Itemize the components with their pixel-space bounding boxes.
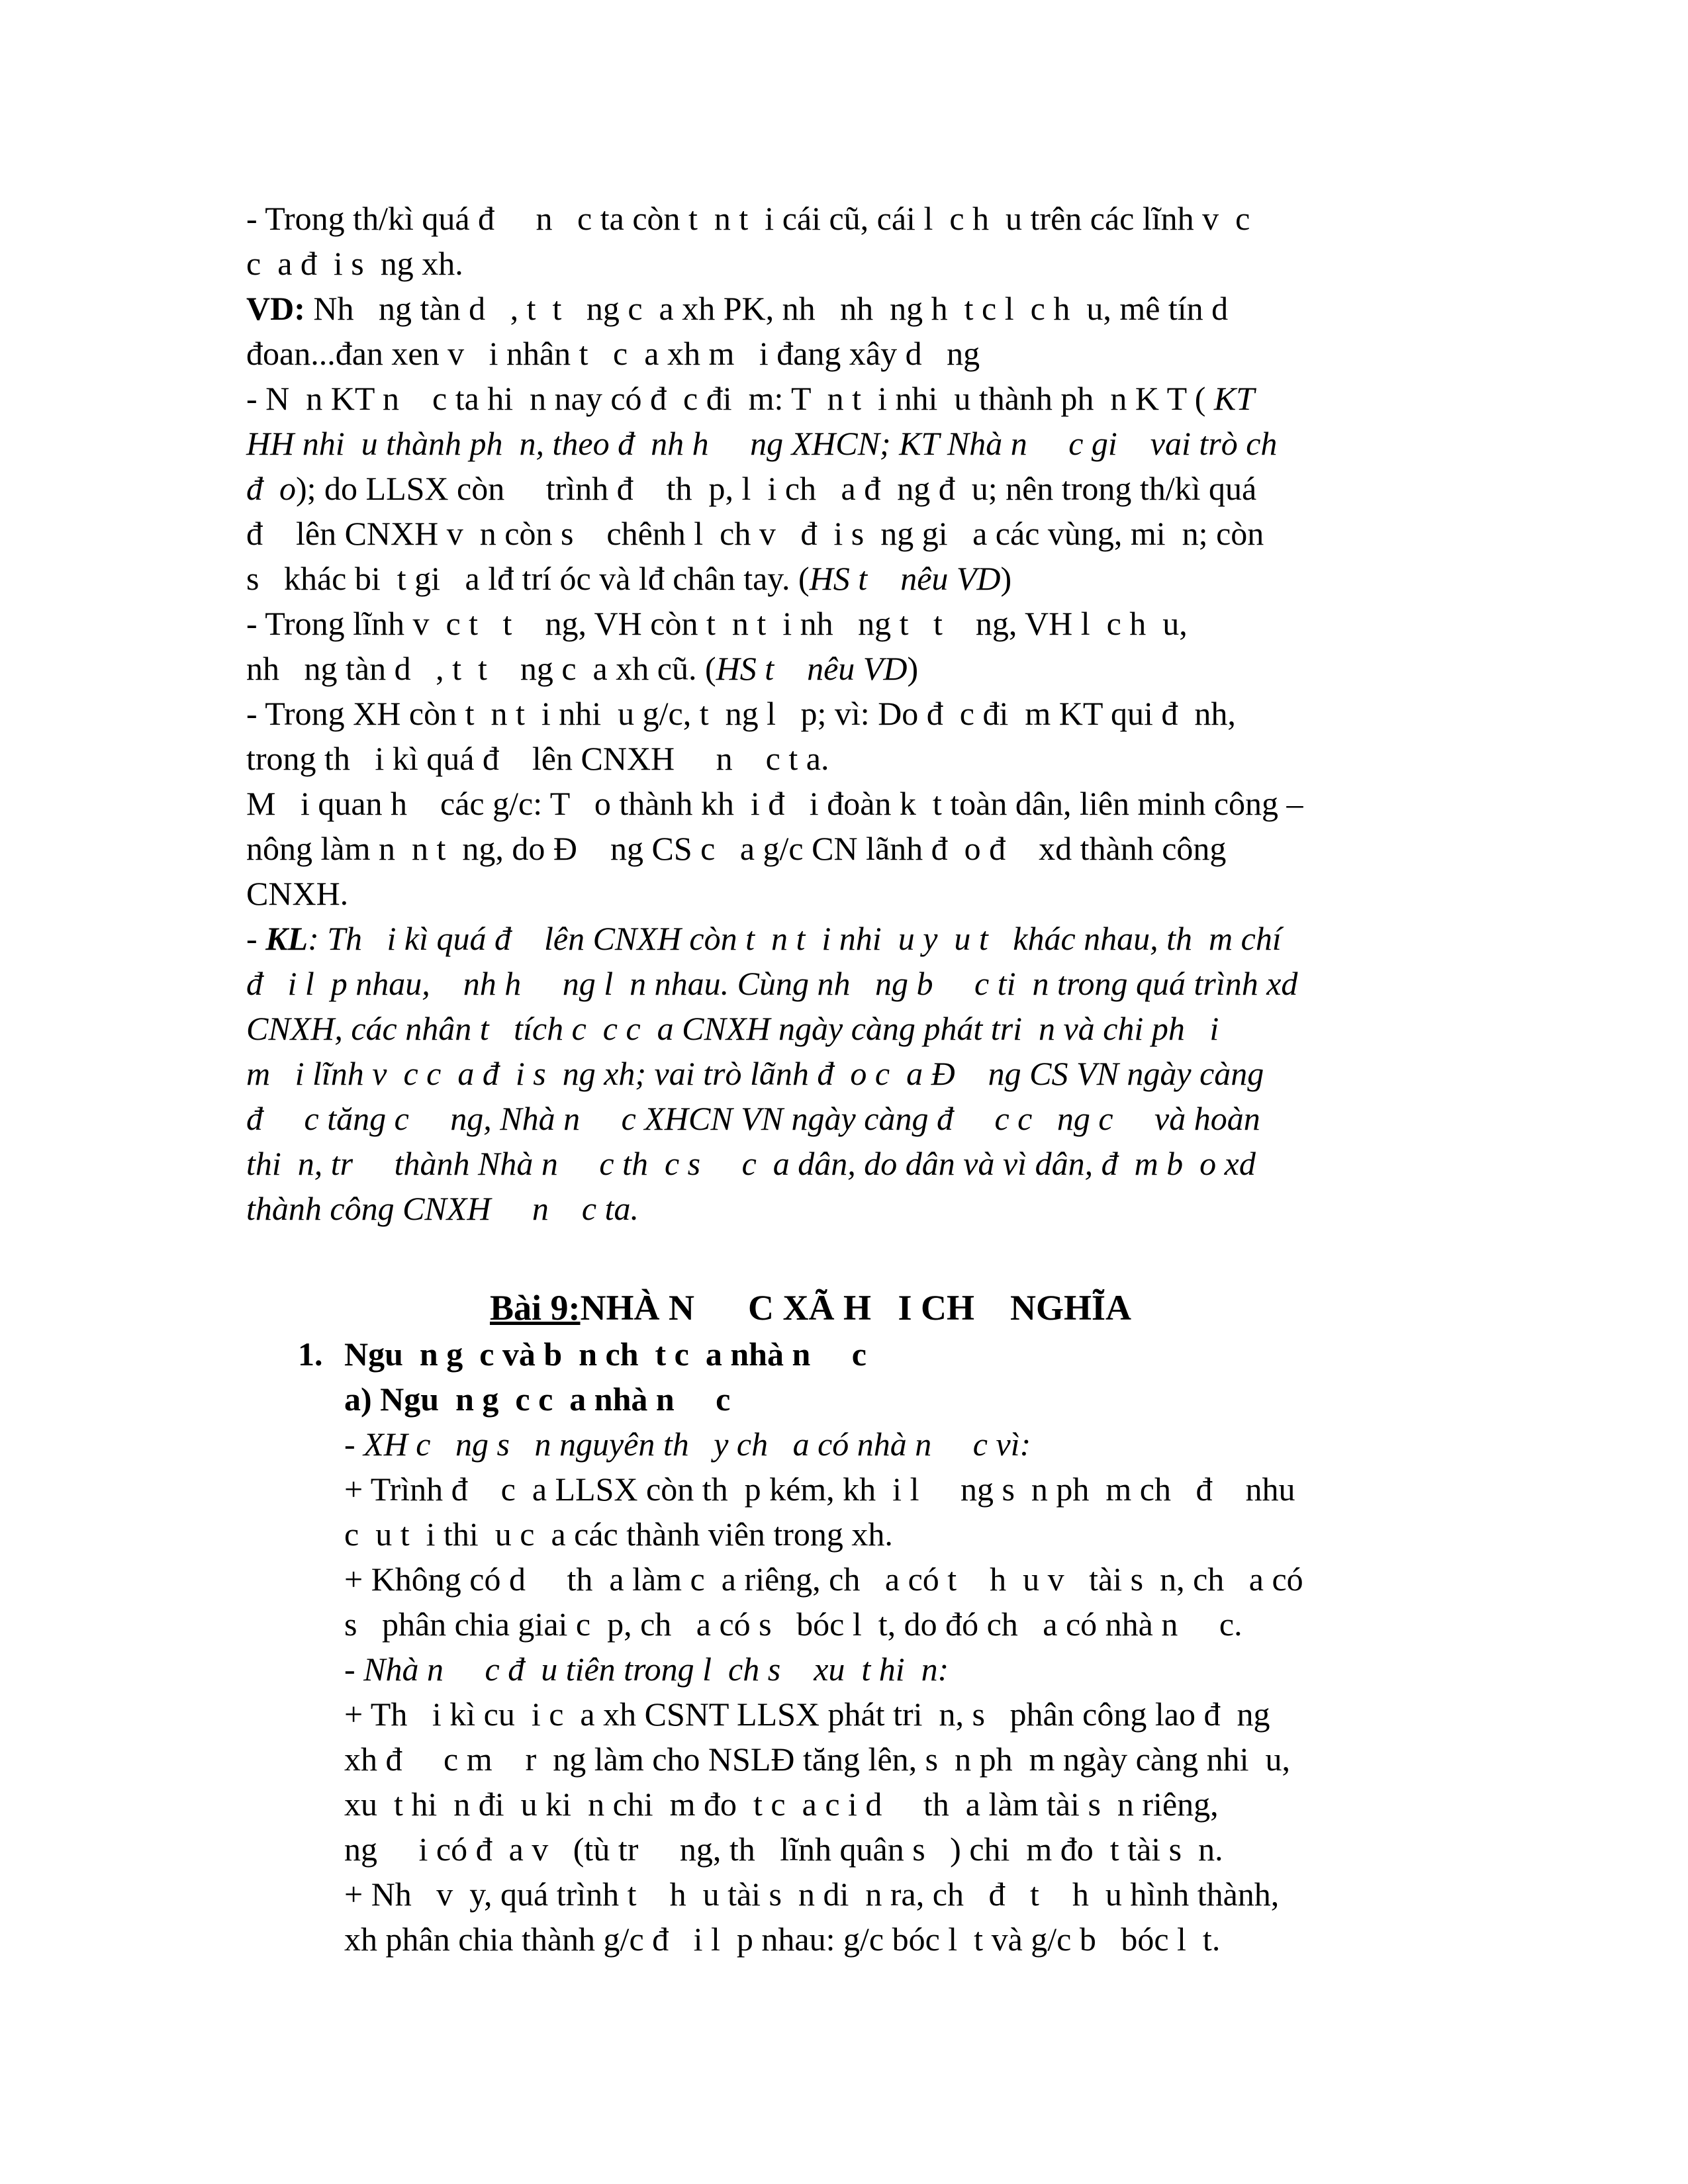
text-line: đoan...đan xen v i nhân t c a xh m i đang xây d ng [246,335,980,372]
text-line: - XH c ng s n nguyên th y ch a có nhà n c vì: [344,1426,1031,1463]
text-segment: - [246,920,266,957]
text-line: nông làm n n t ng, do Đ ng CS c a g/c CN lãnh đ o đ xd thành công [246,830,1227,867]
text-line: - Nhà n c đ u tiên trong l ch s xu t hi n: [344,1651,949,1688]
text-line [246,646,918,691]
text-line: xh phân chia thành g/c đ i l p nhau: g/c bóc l t và g/c b bóc l t. [344,1921,1221,1958]
text-line: đ lên CNXH v n còn s chênh l ch v đ i s ng gi a các vùng, mi n; còn [246,515,1264,552]
text-line: s phân chia giai c p, ch a có s bóc l t, do đó ch a có nhà n c. [344,1606,1243,1643]
example-text: Nh ng tàn d , t t ng c a xh PK, nh nh ng h t c l c h u, mê tín d [305,290,1229,327]
text-line: CNXH. [246,875,349,912]
italic-segment: HS t nêu VD [809,560,1001,597]
text-line: + Nh v y, quá trình t h u tài s n di n ra, ch đ t h u hình thành, [344,1876,1280,1913]
text-line: - Trong XH còn t n t i nhi u g/c, t ng l p; vì: Do đ c đi m KT qui đ nh, [246,695,1236,732]
conclusion-line: m i lĩnh v c c a đ i s ng xh; vai trò lãnh đ o c a Đ ng CS VN ngày càng [246,1055,1264,1092]
text-segment: ); do LLSX còn trình đ th p, l i ch a đ ng đ u; nên trong th/kì quá [296,470,1257,507]
conclusion-line: đ i l p nhau, nh h ng l n nhau. Cùng nh ng b c ti n trong quá trình xd [246,965,1298,1002]
text-line: + Không có d th a làm c a riêng, ch a có t h u v tài s n, ch a có [344,1561,1303,1598]
lesson-title-text: NHÀ N C XÃ H I CH NGHĨA [580,1288,1132,1328]
text-segment: : Th i kì quá đ lên CNXH còn t n t i nhi u y u t khác nhau, th m chí [308,920,1282,957]
text-line: HH nhi u thành ph n, theo đ nh h ng XHCN; KT Nhà n c gi vai trò ch [246,425,1278,462]
text-line [246,466,1256,511]
text-line [246,556,1011,601]
heading-2: a) Ngu n g c c a nhà n c [344,1381,731,1418]
text-segment: s khác bi t gi a lđ trí óc và lđ chân tay. ( [246,560,810,597]
text-line: - Trong th/kì quá đ n c ta còn t n t i cái cũ, cái l c h u trên các lĩnh v c [246,200,1250,237]
text-line: c a đ i s ng xh. [246,245,463,282]
conclusion-label: KL [265,920,308,957]
heading-1: Ngu n g c và b n ch t c a nhà n c [344,1336,867,1373]
italic-segment: đ o [246,470,296,507]
lesson-title [490,1285,1131,1330]
text-line: M i quan h các g/c: T o thành kh i đ i đoàn k t toàn dân, liên minh công – [246,785,1303,822]
text-segment: nh ng tàn d , t t ng c a xh cũ. ( [246,650,716,687]
lesson-number: Bài 9: [490,1288,581,1328]
italic-segment: KT [1213,380,1255,417]
conclusion-line: thành công CNXH n c ta. [246,1190,639,1227]
text-line: - Trong lĩnh v c t t ng, VH còn t n t i nh ng t t ng, VH l c h u, [246,605,1188,642]
text-segment: ) [907,650,919,687]
conclusion-line: đ c tăng c ng, Nhà n c XHCN VN ngày càng đ c c ng c và hoàn [246,1100,1260,1137]
text-line: ng i có đ a v (tù tr ng, th lĩnh quân s ) chi m đo t tài s n. [344,1831,1223,1868]
conclusion-line [246,916,1282,961]
text-segment: - N n KT n c ta hi n nay có đ c đi m: T n t i nhi u thành ph n K T ( [246,380,1214,417]
text-line: trong th i kì quá đ lên CNXH n c t a. [246,740,829,777]
example-label: VD: [246,290,305,327]
text-line: xh đ c m r ng làm cho NSLĐ tăng lên, s n ph m ngày càng nhi u, [344,1741,1290,1778]
text-segment: ) [1000,560,1012,597]
example-line [246,286,1228,331]
text-line: c u t i thi u c a các thành viên trong xh. [344,1516,893,1553]
conclusion-line: thi n, tr thành Nhà n c th c s c a dân, do dân và vì dân, đ m b o xd [246,1145,1256,1182]
italic-segment: HS t nêu VD [716,650,908,687]
heading-number: 1. [298,1336,323,1373]
text-line: xu t hi n đi u ki n chi m đo t c a c i d th a làm tài s n riêng, [344,1786,1219,1823]
text-line: + Trình đ c a LLSX còn th p kém, kh i l ng s n ph m ch đ nhu [344,1471,1295,1508]
text-line [246,376,1254,421]
text-line: + Th i kì cu i c a xh CSNT LLSX phát tri n, s phân công lao đ ng [344,1696,1270,1733]
conclusion-line: CNXH, các nhân t tích c c c a CNXH ngày càng phát tri n và chi ph i [246,1010,1219,1047]
